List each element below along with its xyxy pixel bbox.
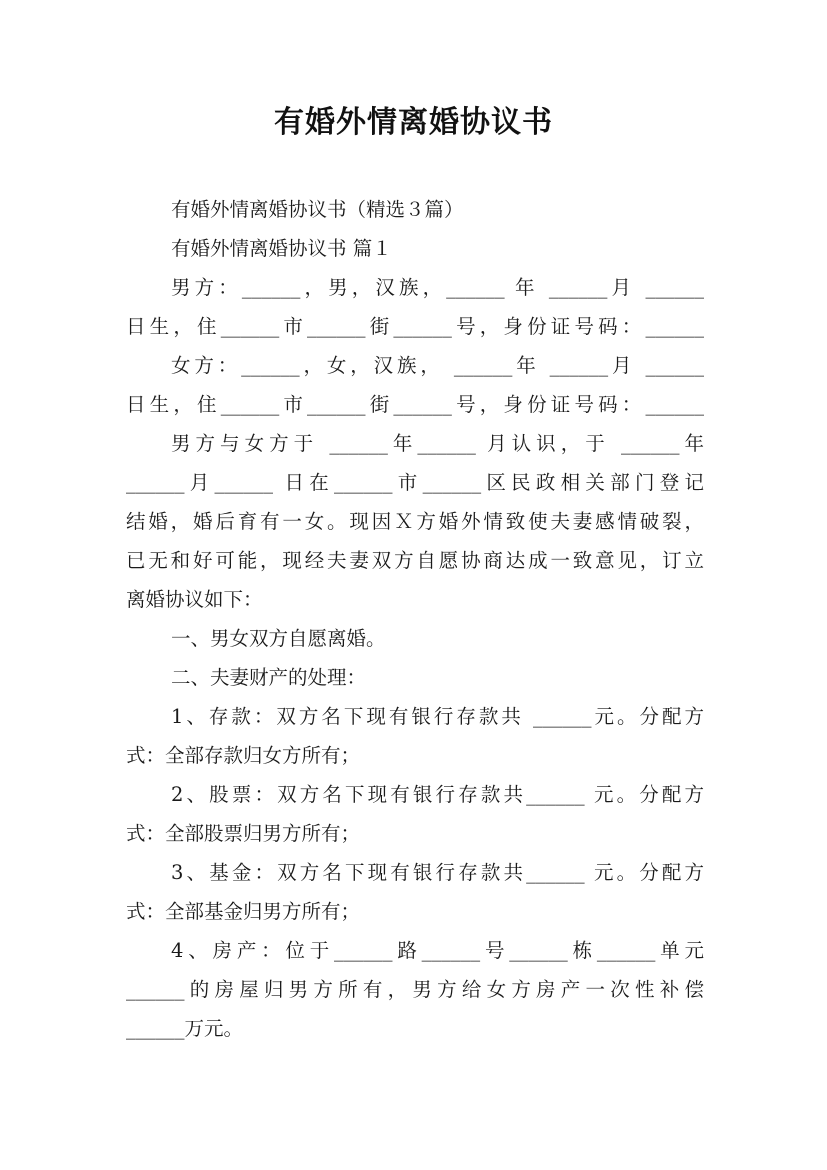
text-line-subtitle: 有婚外情离婚协议书（精选３篇） — [171, 198, 464, 221]
text-line: 已无和好可能，现经夫妻双方自愿协商达成一致意见，订立 — [126, 549, 704, 572]
text-line: 离婚协议如下： — [126, 588, 263, 611]
text-line: 日生，住______市______街______号，身份证号码：______ — [126, 315, 704, 338]
text-line: 3、基金：双方名下现有银行存款共______ 元。分配方 — [171, 861, 704, 884]
text-line: 一、男女双方自愿离婚。 — [171, 627, 386, 650]
text-line: 2、股票：双方名下现有银行存款共______ 元。分配方 — [171, 783, 704, 806]
document-title: 有婚外情离婚协议书 — [274, 105, 553, 140]
text-line-section-heading: 有婚外情离婚协议书 篇１ — [171, 237, 392, 260]
text-line: 男方与女方于 ______年______ 月认识，于 ______年 — [171, 432, 704, 455]
text-line: 式：全部基金归男方所有； — [126, 900, 361, 923]
text-line: 男方：______，男，汉族，______ 年 ______月 ______ — [171, 276, 704, 299]
text-line: 1、存款：双方名下现有银行存款共 ______元。分配方 — [171, 705, 704, 728]
text-line: 日生，住______市______街______号，身份证号码：______ — [126, 393, 704, 416]
text-line: 女方：______，女，汉族， ______年 ______月 ______ — [171, 354, 704, 377]
text-line: 二、夫妻财产的处理： — [171, 666, 367, 689]
document-body — [126, 190, 704, 1048]
text-line: ______月______ 日在______市______区民政相关部门登记 — [126, 471, 704, 494]
text-line: 4、房产：位于______路______号______栋______单元 — [171, 939, 704, 962]
text-line: ______万元。 — [126, 1017, 244, 1040]
text-line: 结婚，婚后育有一女。现因Ｘ方婚外情致使夫妻感情破裂， — [126, 510, 704, 533]
text-line: ______的房屋归男方所有，男方给女方房产一次性补偿 — [126, 978, 704, 1001]
text-line: 式：全部股票归男方所有； — [126, 822, 361, 845]
text-line: 式：全部存款归女方所有； — [126, 744, 361, 767]
